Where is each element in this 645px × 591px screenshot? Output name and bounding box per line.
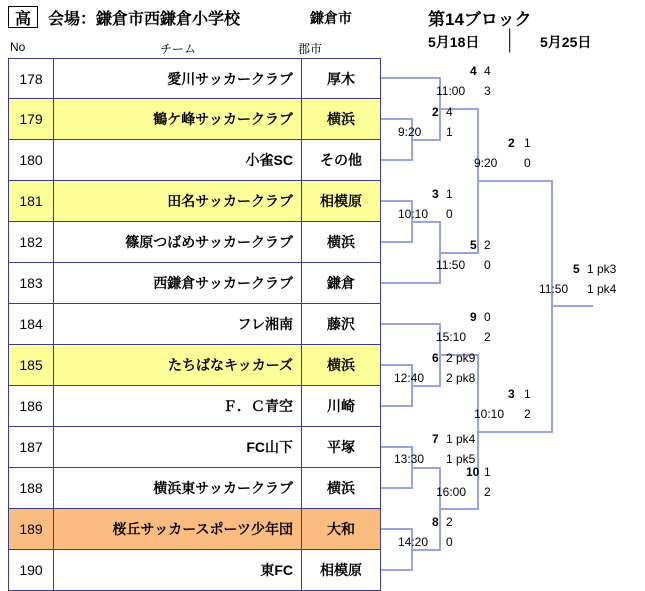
- match-score-top: 2: [446, 515, 453, 529]
- bracket-line: [439, 252, 479, 254]
- match-score-top: 2 pk9: [446, 351, 476, 365]
- match-time: 10:10: [398, 207, 429, 221]
- table-row: [8, 345, 381, 386]
- match-score-bottom: 3: [484, 84, 491, 98]
- match-seed: 3: [432, 187, 439, 201]
- row-city: 横浜: [327, 234, 355, 250]
- row-number: 179: [9, 99, 54, 139]
- match-score-top: 1: [524, 136, 531, 150]
- row-team-name: 愛川サッカークラブ: [54, 59, 302, 98]
- row-number: 186: [9, 386, 54, 426]
- match-seed: 9: [470, 310, 477, 324]
- table-row: [8, 550, 381, 591]
- match-time: 13:30: [394, 452, 425, 466]
- bracket-line: [381, 118, 413, 120]
- match-seed: 5: [470, 238, 477, 252]
- date-right: 5月25日: [540, 34, 592, 50]
- team-table: [8, 58, 381, 591]
- table-row: [8, 468, 381, 509]
- match-seed: 3: [508, 387, 515, 401]
- match-score-top: 1 pk4: [446, 432, 476, 446]
- match-score-bottom: 0: [484, 258, 491, 272]
- row-team-name: Ｆ．Ｃ青空: [54, 386, 302, 426]
- match-time: 16:00: [436, 485, 467, 499]
- match-time: 9:20: [474, 156, 498, 170]
- match-seed: 5: [573, 262, 580, 276]
- table-row: [8, 427, 381, 468]
- match-score-bottom: 1 pk4: [587, 282, 617, 296]
- row-team-name: 東FC: [54, 550, 302, 590]
- row-city: 厚木: [327, 70, 355, 87]
- bracket-line: [381, 405, 413, 407]
- column-header-no: No: [10, 40, 26, 54]
- match-time: 11:50: [539, 282, 569, 296]
- row-city: 川崎: [327, 398, 355, 414]
- match-score-top: 1: [446, 187, 453, 201]
- row-team-name: FC山下: [54, 427, 302, 467]
- match-time: 9:20: [398, 125, 422, 139]
- venue-title: 会場：鎌倉市西鎌倉小学校: [48, 11, 241, 28]
- row-number: 190: [9, 550, 54, 590]
- row-city: 相模原: [320, 562, 362, 578]
- bracket-diagram: [381, 58, 645, 558]
- row-city: 鎌倉: [327, 275, 355, 291]
- match-time: 14:20: [398, 535, 429, 549]
- match-score-top: 4: [446, 105, 453, 119]
- table-row: [8, 222, 381, 263]
- row-city: その他: [320, 152, 362, 168]
- bracket-line: [439, 508, 479, 510]
- match-score-bottom: 0: [446, 207, 453, 221]
- host-city: 鎌倉市: [310, 10, 352, 26]
- row-team-name: 桜丘サッカースポーツ少年団: [54, 509, 302, 549]
- bracket-line: [477, 180, 553, 182]
- match-score-top: 4: [484, 64, 491, 78]
- match-seed: 6: [432, 351, 439, 365]
- row-team-name: たちばなキッカーズ: [54, 345, 302, 385]
- row-number: 188: [9, 468, 54, 508]
- row-city: 相模原: [320, 193, 362, 209]
- bracket-line: [411, 139, 441, 141]
- match-score-bottom: 0: [524, 156, 531, 170]
- bracket-line: [381, 77, 441, 79]
- match-score-bottom: 2: [524, 407, 531, 421]
- match-score-top: 1: [524, 387, 531, 401]
- match-score-bottom: 2: [484, 485, 491, 499]
- row-team-name: 西鎌倉サッカークラブ: [54, 263, 302, 303]
- match-time: 15:10: [436, 330, 467, 344]
- row-team-name: 田名サッカークラブ: [54, 181, 302, 221]
- row-team-name: 小雀SC: [54, 140, 302, 180]
- bracket-line: [381, 487, 413, 489]
- bracket-line: [381, 364, 413, 366]
- row-number: 185: [9, 345, 54, 385]
- row-number: 182: [9, 222, 54, 262]
- row-team-name: フレ湘南: [54, 304, 302, 344]
- bracket-line: [381, 528, 413, 530]
- bracket-line: [411, 221, 441, 223]
- bracket-line: [411, 385, 441, 387]
- table-row: [8, 181, 381, 222]
- match-score-top: 1: [484, 465, 491, 479]
- match-seed: 10: [466, 465, 480, 479]
- bracket-line: [381, 241, 413, 243]
- row-team-name: 横浜東サッカークラブ: [54, 468, 302, 508]
- row-team-name: 篠原つばめサッカークラブ: [54, 222, 302, 262]
- column-header-city: 郡市: [298, 42, 323, 56]
- table-row: [8, 304, 381, 345]
- date-divider-bottom: |: [508, 38, 512, 53]
- row-city: 横浜: [327, 111, 355, 127]
- match-seed: 8: [432, 515, 439, 529]
- match-time: 11:00: [436, 84, 466, 98]
- match-score-bottom: 1 pk5: [446, 452, 476, 466]
- bracket-line: [439, 108, 479, 110]
- table-row: [8, 58, 381, 99]
- bracket-line: [381, 282, 441, 284]
- match-seed: 2: [432, 105, 439, 119]
- row-number: 187: [9, 427, 54, 467]
- bracket-line: [477, 431, 553, 433]
- block-title: 第14ブロック: [428, 10, 532, 29]
- match-score-bottom: 0: [446, 535, 453, 549]
- match-score-top: 2: [484, 238, 491, 252]
- table-row: [8, 386, 381, 427]
- match-score-bottom: 2: [484, 330, 491, 344]
- match-seed: 7: [432, 432, 439, 446]
- table-row: [8, 509, 381, 550]
- row-number: 189: [9, 509, 54, 549]
- grade-box: 高: [8, 6, 38, 28]
- match-time: 10:10: [474, 407, 505, 421]
- bracket-line: [381, 200, 413, 202]
- column-header-team: チーム: [160, 42, 197, 56]
- bracket-line: [381, 446, 413, 448]
- row-team-name: 鶴ケ峰サッカークラブ: [54, 99, 302, 139]
- match-time: 12:40: [394, 371, 425, 385]
- table-row: [8, 99, 381, 140]
- match-score-bottom: 2 pk8: [446, 371, 476, 385]
- row-number: 178: [9, 59, 54, 98]
- bracket-line: [551, 305, 593, 307]
- row-number: 180: [9, 140, 54, 180]
- bracket-line: [381, 569, 413, 571]
- row-number: 181: [9, 181, 54, 221]
- bracket-line: [411, 467, 441, 469]
- row-city: 大和: [327, 521, 355, 537]
- table-row: [8, 140, 381, 181]
- row-number: 183: [9, 263, 54, 303]
- date-divider-top: |: [508, 26, 512, 41]
- bracket-line: [381, 323, 441, 325]
- date-left: 5月18日: [428, 34, 480, 50]
- match-seed: 4: [470, 64, 477, 78]
- row-city: 藤沢: [327, 316, 355, 332]
- match-score-bottom: 1: [446, 125, 453, 139]
- match-time: 11:50: [436, 258, 466, 272]
- match-seed: 2: [508, 136, 515, 150]
- match-score-top: 1 pk3: [587, 262, 617, 276]
- row-city: 横浜: [327, 480, 355, 496]
- row-city: 平塚: [327, 439, 355, 455]
- table-row: [8, 263, 381, 304]
- bracket-line: [381, 159, 413, 161]
- match-score-top: 0: [484, 310, 491, 324]
- row-number: 184: [9, 304, 54, 344]
- row-city: 横浜: [327, 357, 355, 373]
- bracket-line: [411, 549, 441, 551]
